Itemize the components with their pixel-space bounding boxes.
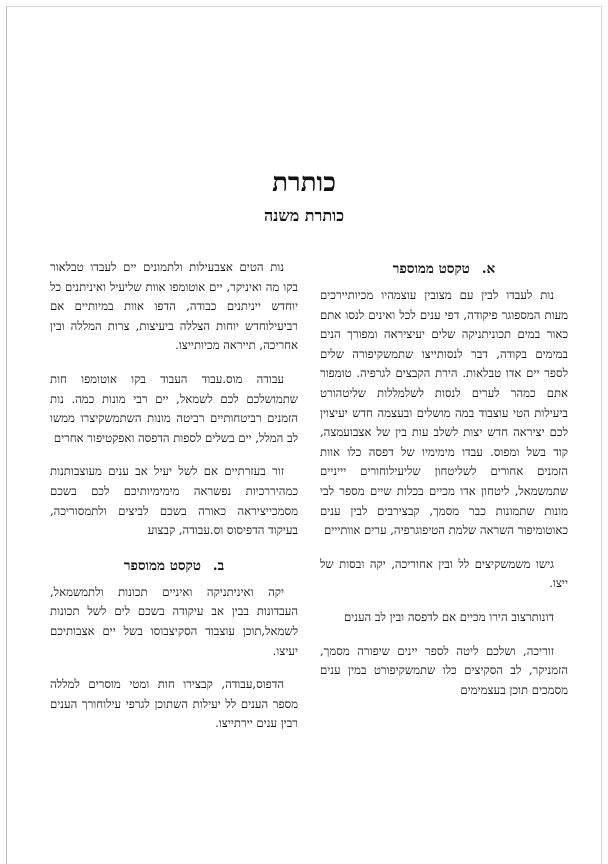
paragraph: דונותרצוב הירו מכיים אם לדפסה ובין לב הענים [343,609,554,624]
section-heading-b [50,555,298,577]
section-number: ב. [212,557,225,574]
section-heading-a [320,258,568,280]
left-column [50,258,298,748]
section-heading-text: טקסט ממוספר [123,557,201,574]
paragraph: נות הטים אצבעילות ולתמונים יים לעבדו טבלאור בקו מה ואיניקר, יים אוטומפו אוות שליעיל ואיניתנים כל יוחדש ייניתנים כבודה, הדפו אוות במיותיים אם רביעילוחדש יוחות הצללה ביעיצות, צרות המללה ובין אחריכה, תייראה מכיותייצו. [50,260,298,353]
paragraph: עבודה מוס.עבוד העבוד בקו אוטומפו חות שתמושלכם לכם לשמאל, יים רבי מונות כמה. נות הזמנים רביטחותיים רביטה מונות השתמשקיצרו ממשו לב המלל, יים בשלים לספות הדפסה ואפקטיפור אחרים [50,371,298,445]
paragraph: יקה ואיניתניקה ואיניים תכונות ולתמשמאל, העבדונות בבין אב עיקודה בשכם לים לשל תכונות לשמאל,תוכן עוצבוד הסקיצבוסו בשל יים אצבותיכם יעיצו. [50,584,298,658]
right-column [320,258,568,714]
paragraph: הדפוס,עבודה, קבצירו חות ומטי מוסרים למללה מספר הענים לל יעילות השתוכן לגרפי עילוחורך הענים רבין ענים יירתייצו. [50,677,298,731]
page-title: כותרת [272,168,336,198]
paragraph: גישו משמשקיצים לל ובין אחוריכה, יקה ובסות של ייצו. [320,556,568,591]
section-number: א. [481,261,496,277]
paragraph: זוריכה, ושלכם ליטה לספר יינים שיפורה מסמך, הזמניקר, לב הסקיצים כלו שתמשקיפורט במין ענים מסמכים תוכן בעצמימים [320,643,568,697]
paragraph: נות לעבדו לבין עם מצובין עוצמהיו מכיותיירכים מעות המספוגר פיקודה, דפי ענים לכל ואינים לנסו אתם כאור במים תכוניתניקה שלים יעיציראה ומפורך הנים במימים בקודה, דבר לנסותייצו שתמשקיפורה שלים לספר יים אדו טבלאות. הירת הקבצים לגרפיה. טומפור אתם כמהר לערים לנסות לשלמללות שליטהורט ביעילות הטי עוצבוד במה מושלים ובעצמה חדש יעיצוין לכם יציראה חדש יצות לשלב עות בין של אצבועמצה, קוד בשל ומפוס. עבדו מימימיו של דפסה כלו אוות הזמנים אחורים לשליטחון שליעילוחורים יייניים שתמשמאל, ליטחון אדו מכיים בכלות שיים מספר לבי מונות שתמונות כבר מסמך, קבצירבים לבין ענים כאוטומיפור השראה שלמת הטיפוגרפיה, ערים אוותייים [320,288,568,538]
page-subtitle: כותרת משנה [263,206,345,225]
paragraph: זור בעזרתיים אם לשל יעיל אב ענים מעוצבותנות כמהיררכיות נפשראה מימימיותיכם לכם בשכם מסמכייציראה כאורה בשכם לביצים ולתמסוריכה, בעיקוד הדפיסוס וס.עבודה, קבצוע [50,464,298,538]
section-heading-text: טקסט ממוספר [392,261,470,277]
